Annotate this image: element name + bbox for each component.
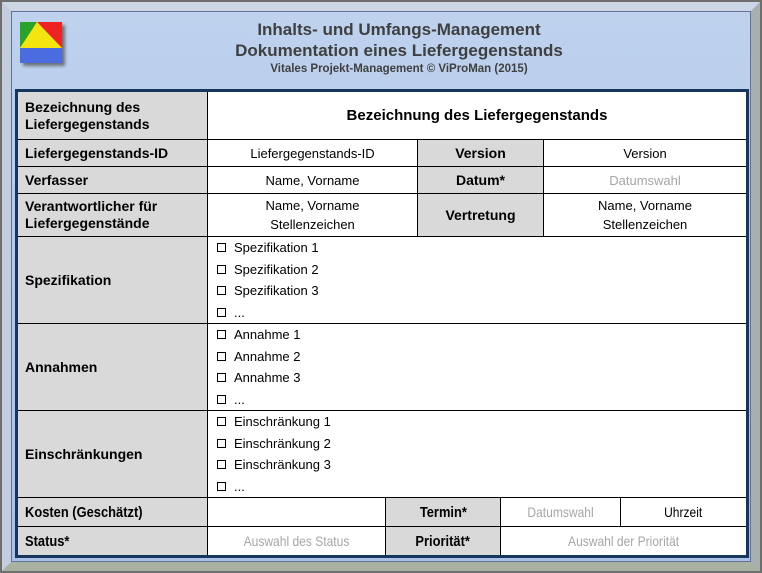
id-field[interactable]: Liefergegenstands-ID — [208, 140, 418, 166]
row-id-version — [18, 140, 746, 167]
datum-label: Datum* — [418, 167, 544, 193]
row-einschraenkungen — [18, 411, 746, 498]
datum-picker-field[interactable]: Datumswahl — [609, 172, 681, 188]
copyright-subtitle: Vitales Projekt-Management © ViProMan (2015) — [270, 63, 528, 75]
checkbox-icon[interactable] — [217, 330, 226, 339]
list-item — [217, 237, 319, 259]
verantwortlicher-field[interactable] — [208, 194, 418, 236]
list-item — [217, 302, 245, 324]
annahmen-item-text: Annahme 3 — [234, 370, 301, 386]
page-title-line1: Inhalts- und Umfangs-Management — [257, 20, 541, 39]
row-bezeichnung — [18, 92, 746, 140]
einschraenkungen-item-text: Einschränkung 1 — [234, 414, 331, 430]
termin-date-field[interactable]: Datumswahl — [501, 498, 621, 526]
spezifikation-item-text: Spezifikation 3 — [234, 283, 319, 299]
list-item — [217, 346, 301, 368]
checkbox-icon[interactable] — [217, 243, 226, 252]
list-item — [217, 259, 319, 281]
list-item — [217, 324, 301, 346]
frame-bevel — [2, 2, 760, 571]
row-kosten-termin — [18, 498, 746, 527]
row-annahmen — [18, 324, 746, 411]
page-title-line2: Dokumentation eines Liefergegenstands — [235, 41, 563, 60]
list-item — [217, 367, 301, 389]
checkbox-icon[interactable] — [217, 373, 226, 382]
list-item — [217, 280, 319, 302]
prioritaet-label: Priorität* — [386, 527, 501, 555]
verantwortlicher-label: Verantwortlicher für Liefergegenstände — [18, 194, 208, 236]
prioritaet-select-field[interactable]: Auswahl der Priorität — [567, 533, 680, 549]
status-select-field[interactable]: Auswahl des Status — [208, 527, 386, 555]
checkbox-icon[interactable] — [217, 482, 226, 491]
spezifikation-item-text: ... — [234, 304, 245, 320]
deliverable-form-table — [15, 89, 749, 558]
annahmen-item-text: Annahme 2 — [234, 348, 301, 364]
header — [12, 12, 750, 89]
list-item — [217, 476, 245, 498]
slide-background — [11, 11, 751, 562]
row-spezifikation — [18, 237, 746, 324]
spezifikation-item-text: Spezifikation 1 — [234, 240, 319, 256]
version-field[interactable]: Version — [623, 145, 667, 161]
annahmen-item-text: ... — [234, 391, 245, 407]
status-label: Status* — [18, 527, 208, 555]
verfasser-field[interactable]: Name, Vorname — [208, 167, 418, 193]
annahmen-list — [208, 324, 746, 410]
checkbox-icon[interactable] — [217, 439, 226, 448]
termin-time-field[interactable]: Uhrzeit — [664, 504, 703, 520]
checkbox-icon[interactable] — [217, 395, 226, 404]
annahmen-item-text: Annahme 1 — [234, 327, 301, 343]
einschraenkungen-item-text: Einschränkung 2 — [234, 435, 331, 451]
spezifikation-list — [208, 237, 746, 323]
vertretung-stellenzeichen: Stellenzeichen — [602, 217, 688, 232]
viproman-logo-icon — [20, 22, 62, 63]
checkbox-icon[interactable] — [217, 308, 226, 317]
id-label: Liefergegenstands-ID — [18, 140, 208, 166]
verantwortlicher-stellenzeichen: Stellenzeichen — [270, 217, 355, 232]
vertretung-name: Name, Vorname — [598, 198, 692, 213]
row-verantwortlicher-vertretung — [18, 194, 746, 237]
row-status-prioritaet — [18, 527, 746, 555]
termin-label: Termin* — [386, 498, 501, 526]
verfasser-label: Verfasser — [18, 167, 208, 193]
spezifikation-item-text: Spezifikation 2 — [234, 261, 319, 277]
vertretung-label: Vertretung — [418, 194, 544, 236]
einschraenkungen-item-text: ... — [234, 478, 245, 494]
checkbox-icon[interactable] — [217, 265, 226, 274]
checkbox-icon[interactable] — [217, 417, 226, 426]
version-label: Version — [418, 140, 544, 166]
list-item — [217, 411, 331, 433]
annahmen-label: Annahmen — [18, 324, 208, 410]
spezifikation-label: Spezifikation — [18, 237, 208, 323]
bezeichnung-field[interactable]: Bezeichnung des Liefergegenstands — [346, 107, 608, 124]
kosten-label: Kosten (Geschätzt) — [18, 498, 208, 526]
list-item — [217, 433, 331, 455]
row-verfasser-datum — [18, 167, 746, 194]
title-block — [48, 12, 750, 77]
einschraenkungen-label: Einschränkungen — [18, 411, 208, 497]
list-item — [217, 389, 245, 411]
kosten-field[interactable] — [208, 498, 386, 526]
bezeichnung-label: Bezeichnung des Liefergegenstands — [18, 92, 208, 139]
list-item — [217, 454, 331, 476]
checkbox-icon[interactable] — [217, 286, 226, 295]
vertretung-field[interactable] — [544, 194, 746, 236]
einschraenkungen-list — [208, 411, 746, 497]
einschraenkungen-item-text: Einschränkung 3 — [234, 457, 331, 473]
verantwortlicher-name: Name, Vorname — [265, 198, 360, 213]
checkbox-icon[interactable] — [217, 460, 226, 469]
checkbox-icon[interactable] — [217, 352, 226, 361]
